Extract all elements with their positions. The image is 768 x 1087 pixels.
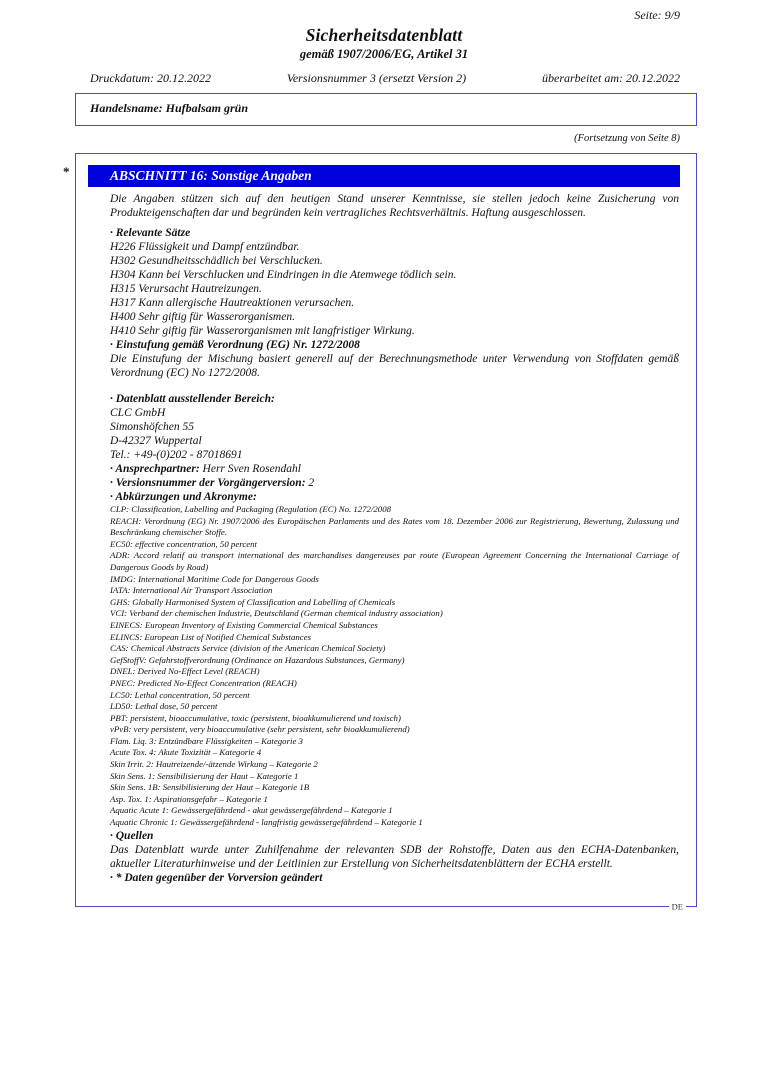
- print-date: Druckdatum: 20.12.2022: [90, 71, 211, 85]
- section-16-content: [88, 187, 680, 885]
- document-meta-row: [90, 71, 680, 86]
- issuing-department-address: [110, 406, 679, 462]
- contact-value: Herr Sven Rosendahl: [202, 463, 301, 475]
- trade-name-box: [75, 93, 697, 126]
- previous-version-label: · Versionsnummer der Vorgängerversion:: [110, 477, 306, 489]
- document-subtitle: gemäß 1907/2006/EG, Artikel 31: [299, 47, 469, 61]
- h-phrase-line: H226 Flüssigkeit und Dampf entzündbar.: [110, 241, 300, 253]
- version-info: Versionsnummer 3 (ersetzt Version 2): [286, 71, 467, 85]
- abbreviation-line: Skin Irrit. 2: Hautreizende/-ätzende Wirkung – Kategorie 2: [110, 759, 318, 770]
- h-phrase-line: H315 Verursacht Hautreizungen.: [110, 283, 262, 295]
- abbreviation-line: Aquatic Acute 1: Gewässergefährdend - akut gewässergefährdend – Kategorie 1: [110, 805, 393, 816]
- section-16-frame: [63, 153, 697, 912]
- address-line: Tel.: +49-(0)202 - 87018691: [110, 449, 243, 461]
- abbreviation-line: IMDG: International Maritime Code for Dangerous Goods: [110, 573, 319, 584]
- disclaimer-paragraph: Die Angaben stützen sich auf den heutigen Stand unserer Kenntnisse, sie stellen jedoch keine Zusicherung von Produkteigenschaften dar und begründen kein vertragliches Rechtsverhältnis. Haftung ausgeschlossen.: [110, 193, 679, 219]
- abbreviation-line: CLP: Classification, Labelling and Packaging (Regulation (EC) No. 1272/2008: [110, 504, 391, 514]
- abbreviation-line: PBT: persistent, bioaccumulative, toxic (persistent, bioakkumulierend und toxisch): [110, 712, 401, 723]
- document-title: Sicherheitsdatenblatt: [305, 25, 463, 45]
- abbreviation-line: EINECS: European Inventory of Existing Commercial Chemical Substances: [110, 619, 378, 630]
- address-line: Simonshöfchen 55: [110, 421, 195, 433]
- abbreviation-line: Asp. Tox. 1: Aspirationsgefahr – Kategorie 1: [110, 793, 268, 804]
- abbreviation-line: CAS: Chemical Abstracts Service (division of the American Chemical Society): [110, 643, 386, 654]
- section-16-header: ABSCHNITT 16: Sonstige Angaben: [88, 165, 680, 187]
- abbreviation-line: Skin Sens. 1B: Sensibilisierung der Haut – Kategorie 1B: [110, 782, 310, 793]
- h-phrase-line: H410 Sehr giftig für Wasserorganismen mit langfristiger Wirkung.: [110, 325, 415, 337]
- abbreviation-line: GHS: Globally Harmonised System of Classification and Labelling of Chemicals: [110, 596, 396, 607]
- abbreviation-line: Acute Tox. 4: Akute Toxizität – Kategorie 4: [110, 747, 262, 758]
- continuation-note: (Fortsetzung von Seite 8): [574, 133, 680, 144]
- abbreviation-line: Flam. Liq. 3: Entzündbare Flüssigkeiten – Kategorie 3: [110, 735, 303, 746]
- abbreviation-line: vPvB: very persistent, very bioaccumulative (sehr persistent, sehr bioakkumulierend): [110, 724, 410, 735]
- trade-name: Handelsname: Hufbalsam grün: [90, 101, 249, 115]
- address-line: CLC GmbH: [110, 407, 166, 419]
- abbreviation-line: REACH: Verordnung (EG) Nr. 1907/2006 des Europäischen Parlaments und des Rates vom 18. Dezember 2006 zur Registrierung, Bewertung, Zulassung und Beschränkung chemischer Stoffe.: [110, 515, 679, 538]
- previous-version-value: 2: [308, 477, 315, 489]
- abbreviations-list: [110, 504, 679, 829]
- abbreviation-line: Skin Sens. 1: Sensibilisierung der Haut – Kategorie 1: [110, 770, 299, 781]
- abbreviation-line: GefStoffV: Gefahrstoffverordnung (Ordinance on Hazardous Substances, Germany): [110, 654, 405, 665]
- abbreviation-line: Aquatic Chronic 1: Gewässergefährdend - langfristig gewässergefährdend – Kategorie 1: [110, 817, 423, 828]
- page-number: Seite: 9/9: [634, 8, 680, 22]
- previous-version-line: [110, 476, 679, 490]
- abbreviation-line: ADR: Accord relatif au transport international des marchandises dangereuses par route (European Agreement Concerning the International Carriage of Dangerous Goods by Road): [110, 550, 679, 572]
- classification-text: Die Einstufung der Mischung basiert generell auf der Berechnungsmethode unter Verwendung von Stoffdaten gemäß Verordnung (EC) No 1272/2008.: [110, 353, 679, 379]
- classification-label: · Einstufung gemäß Verordnung (EG) Nr. 1272/2008: [110, 339, 360, 351]
- h-phrase-line: H302 Gesundheitsschädlich bei Verschlucken.: [110, 255, 323, 267]
- relevant-phrases-label: · Relevante Sätze: [110, 227, 191, 239]
- abbreviation-line: LD50: Lethal dose, 50 percent: [110, 701, 218, 712]
- h-phrase-line: H400 Sehr giftig für Wasserorganismen.: [110, 311, 295, 323]
- changed-versus-previous-note: · * Daten gegenüber der Vorversion geändert: [110, 871, 323, 884]
- abbreviation-line: IATA: International Air Transport Association: [110, 585, 273, 596]
- address-line: D-42327 Wuppertal: [110, 435, 202, 447]
- abbreviation-line: PNEC: Predicted No-Effect Concentration (REACH): [110, 677, 297, 688]
- abbreviations-label: · Abkürzungen und Akronyme:: [110, 491, 257, 503]
- issuing-department-label: · Datenblatt ausstellender Bereich:: [110, 393, 275, 405]
- change-marker: *: [63, 164, 70, 179]
- abbreviation-line: VCI: Verband der chemischen Industrie, Deutschland (German chemical industry association): [110, 608, 443, 619]
- revision-date: überarbeitet am: 20.12.2022: [542, 71, 680, 85]
- abbreviation-line: DNEL: Derived No-Effect Level (REACH): [110, 666, 260, 677]
- abbreviation-line: LC50: Lethal concentration, 50 percent: [110, 689, 250, 700]
- abbreviation-line: ELINCS: European List of Notified Chemical Substances: [110, 631, 312, 642]
- contact-line: [110, 462, 679, 476]
- sources-label: · Quellen: [110, 829, 154, 842]
- contact-label: · Ansprechpartner:: [110, 463, 200, 475]
- sources-text: Das Datenblatt wurde unter Zuhilfenahme der relevanten SDB der Rohstoffe, Daten aus den ECHA-Datenbanken, aktueller Literaturhinweise und der Leitlinien zur Erstellung von Sicherheitsdatenblättern der ECHA erstellt.: [110, 843, 679, 870]
- relevant-phrases-list: [110, 240, 679, 338]
- h-phrase-line: H304 Kann bei Verschlucken und Eindringen in die Atemwege tödlich sein.: [110, 269, 457, 281]
- abbreviation-line: EC50: effective concentration, 50 percent: [110, 538, 257, 549]
- h-phrase-line: H317 Kann allergische Hautreaktionen verursachen.: [110, 297, 355, 309]
- language-marker: DE: [669, 902, 686, 912]
